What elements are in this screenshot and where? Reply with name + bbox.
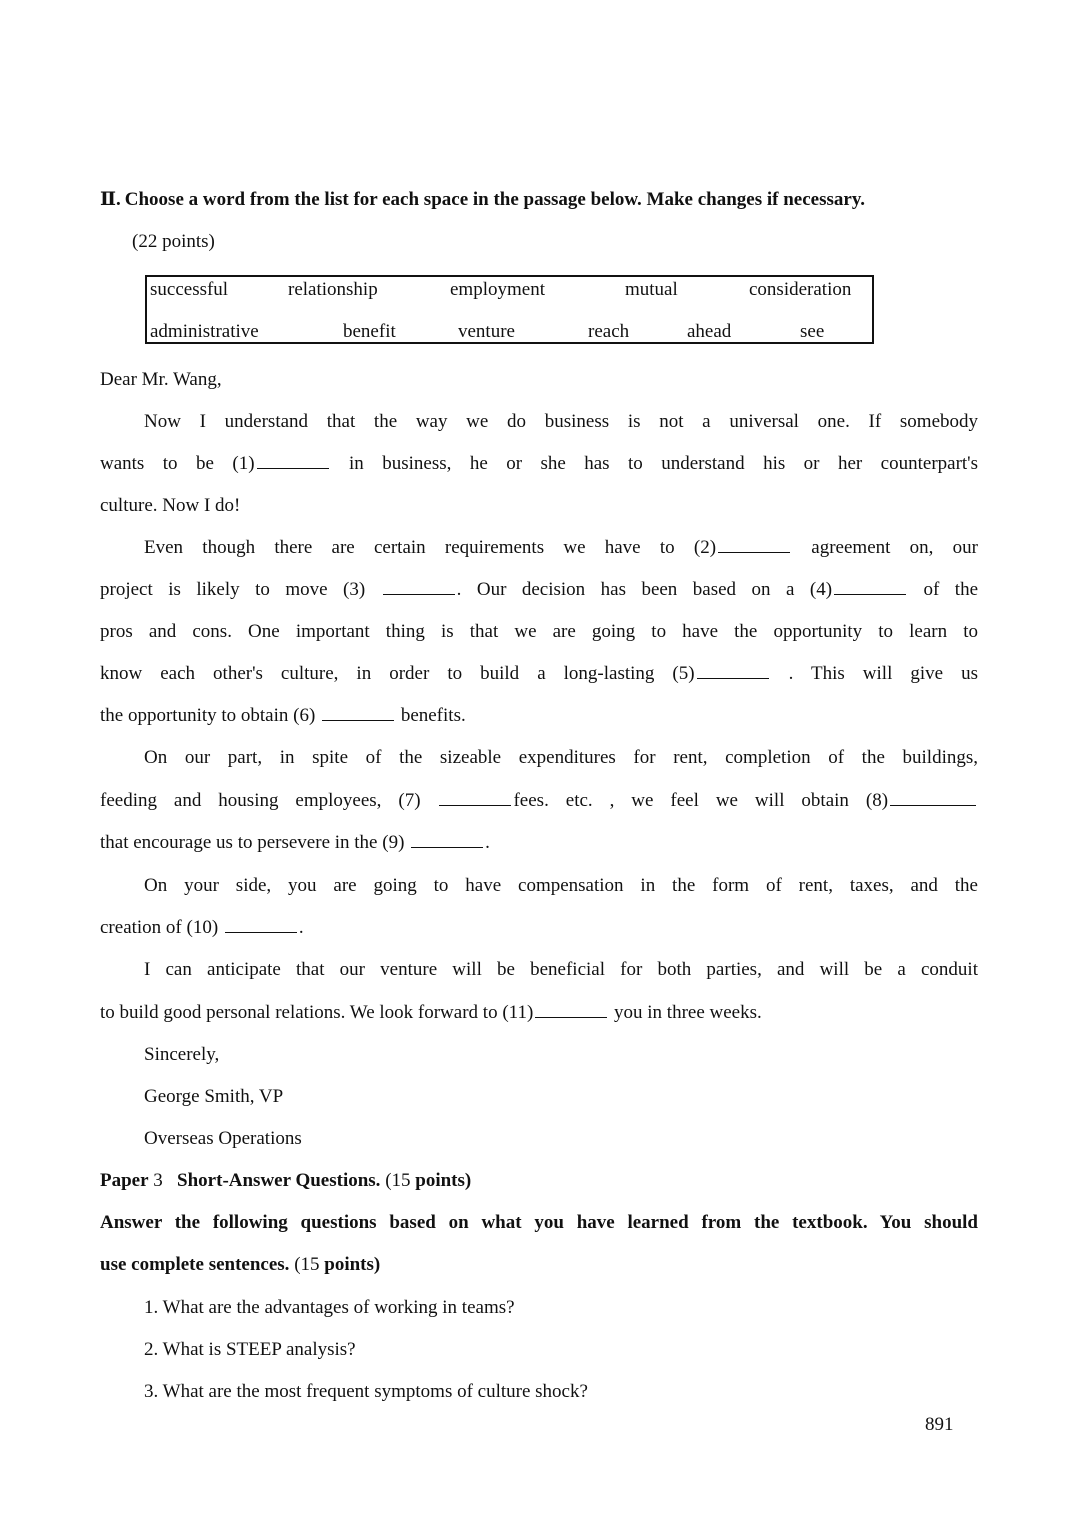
- letter-line: [100, 1002, 978, 1024]
- blank-1: [257, 453, 329, 469]
- word-item: venture: [458, 321, 515, 342]
- section-two-points: [132, 231, 1010, 253]
- word-item: ahead: [687, 321, 732, 342]
- paper3-instruction: Answer the following questions based on what you have learned from the textbook. You should: [100, 1212, 978, 1233]
- word-item: reach: [588, 321, 630, 342]
- text-fragment: project is likely to move (3): [100, 579, 366, 600]
- blank-2: [718, 537, 790, 553]
- text-fragment: that encourage us to persevere in the (9): [100, 832, 405, 853]
- text-fragment: to build good personal relations. We look forward to (11): [100, 1002, 534, 1023]
- word-item: employment: [450, 279, 545, 300]
- blank-7: [439, 790, 511, 806]
- word-list-box: [145, 275, 874, 344]
- word-item: see: [800, 321, 825, 342]
- text-fragment: know each other's culture, in order to build a long-lasting (5): [100, 663, 695, 684]
- text-fragment: . Our decision has been based on a (4): [456, 579, 833, 600]
- text-fragment: benefits.: [400, 705, 466, 726]
- paper-points-number: (15: [294, 1254, 320, 1275]
- word-item: mutual: [625, 279, 678, 300]
- letter-line: [100, 832, 978, 854]
- letter-line: On our part, in spite of the sizeable expenditures for rent, completion of the buildings,: [144, 747, 978, 768]
- letter-department: Overseas Operations: [144, 1128, 302, 1149]
- text-fragment: the opportunity to obtain (6): [100, 705, 316, 726]
- paper3-instruction-cont: [100, 1254, 978, 1276]
- letter-line: [100, 790, 978, 812]
- text-fragment: . This will give us: [788, 663, 978, 684]
- blank-9: [411, 832, 483, 848]
- blank-10: [225, 917, 297, 933]
- section-number: Ⅱ.: [100, 189, 121, 210]
- text-fragment: .: [298, 917, 304, 938]
- letter-line: [100, 453, 978, 475]
- letter-salutation: Dear Mr. Wang,: [100, 369, 222, 390]
- paper3-heading: [100, 1170, 978, 1192]
- section-two-instruction: [100, 188, 980, 211]
- letter-line: On your side, you are going to have compensation in the form of rent, taxes, and the: [144, 875, 978, 896]
- blank-3: [383, 579, 455, 595]
- blank-11: [535, 1002, 607, 1018]
- text-fragment: of the: [923, 579, 979, 600]
- points-label: (22 points): [132, 231, 215, 252]
- paper-points-word: points): [415, 1170, 472, 1191]
- blank-8: [890, 790, 976, 806]
- word-item: relationship: [288, 279, 378, 300]
- paper-title: Short-Answer Questions.: [177, 1170, 381, 1191]
- word-item: successful: [150, 279, 229, 300]
- letter-signer: George Smith, VP: [144, 1086, 284, 1107]
- text-fragment: you in three weeks.: [614, 1002, 762, 1023]
- text-fragment: Even though there are certain requirements we have to (2): [144, 537, 717, 558]
- letter-line: Now I understand that the way we do business is not a universal one. If somebody: [144, 411, 978, 432]
- paper-points-word: points): [324, 1254, 381, 1275]
- letter-line: culture. Now I do!: [100, 495, 241, 516]
- letter-line: I can anticipate that our venture will be beneficial for both parties, and will be a conduit: [144, 959, 978, 980]
- text-fragment: in business, he or she has to understand his or her counterpart's: [349, 453, 978, 474]
- text-fragment: agreement on, our: [811, 537, 978, 558]
- blank-4: [834, 579, 906, 595]
- text-fragment: wants to be (1): [100, 453, 255, 474]
- blank-5: [697, 663, 769, 679]
- blank-6: [322, 705, 394, 721]
- page-number: 891: [925, 1414, 954, 1435]
- letter-line: [144, 537, 978, 559]
- instruction-text: use complete sentences.: [100, 1254, 290, 1275]
- text-fragment: creation of (10): [100, 917, 219, 938]
- paper-points-number: (15: [385, 1170, 411, 1191]
- paper-label: Paper: [100, 1170, 149, 1191]
- letter-line: [100, 663, 978, 685]
- paper-number: 3: [153, 1170, 163, 1191]
- question-item: 2. What is STEEP analysis?: [144, 1339, 356, 1360]
- letter-closing: Sincerely,: [144, 1044, 220, 1065]
- letter-line: pros and cons. One important thing is that we are going to have the opportunity to learn to: [100, 621, 978, 642]
- section-instruction-text: Choose a word from the list for each space in the passage below. Make changes if necessary.: [124, 189, 866, 210]
- word-item: benefit: [343, 321, 396, 342]
- word-item: consideration: [749, 279, 852, 300]
- text-fragment: .: [485, 832, 490, 853]
- question-item: 1. What are the advantages of working in teams?: [144, 1297, 515, 1318]
- letter-line: [100, 579, 978, 601]
- letter-line: [100, 917, 978, 939]
- text-fragment: fees. etc. , we feel we will obtain (8): [513, 790, 889, 811]
- letter-line: [100, 705, 978, 727]
- question-item: 3. What are the most frequent symptoms of culture shock?: [144, 1381, 588, 1402]
- text-fragment: feeding and housing employees, (7): [100, 790, 421, 811]
- word-item: administrative: [150, 321, 259, 342]
